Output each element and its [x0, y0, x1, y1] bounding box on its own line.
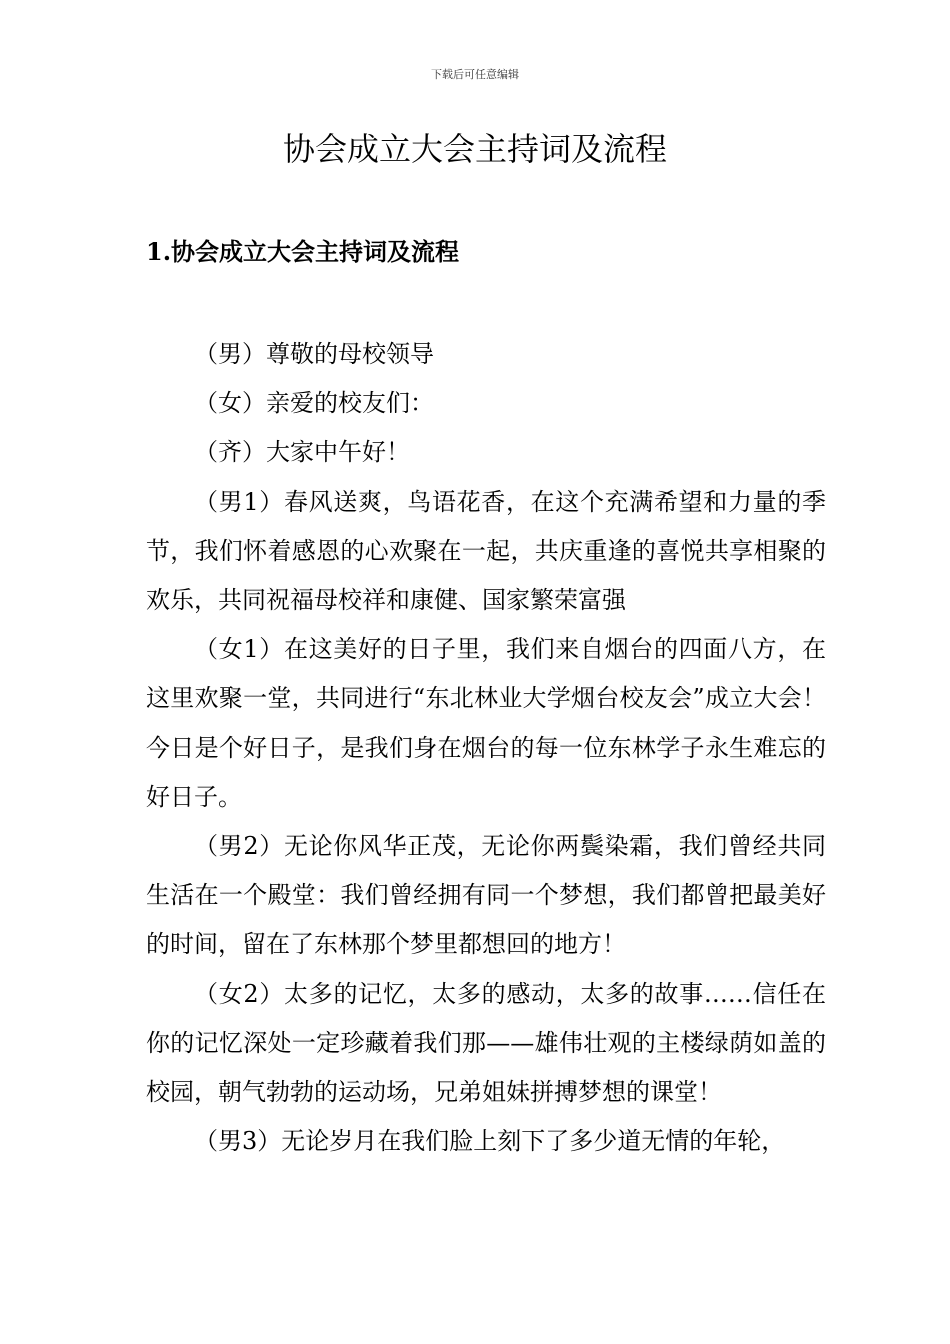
paragraph-male-2: （男2）无论你风华正茂，无论你两鬓染霜，我们曾经共同生活在一个殿堂：我们曾经拥有同一个梦想，我们都曾把最美好的时间，留在了东林那个梦里都想回的地方！: [146, 832, 826, 959]
paragraph-female-1: （女1）在这美好的日子里，我们来自烟台的四面八方，在这里欢聚一堂，共同进行“东北林业大学烟台校友会”成立大会！今日是个好日子，是我们身在烟台的每一位东林学子永生难忘的好日子。: [146, 635, 826, 811]
header-note: 下载后可任意编辑: [431, 68, 519, 81]
paragraph-female-2: （女2）太多的记忆，太多的感动，太多的故事……信任在你的记忆深处一定珍藏着我们那——雄伟壮观的主楼绿荫如盖的校园，朝气勃勃的运动场，兄弟姐妹拼搏梦想的课堂！: [146, 979, 826, 1107]
paragraph-host-female-greeting: （女）亲爱的校友们：: [194, 389, 434, 418]
document-title: 协会成立大会主持词及流程: [282, 130, 667, 168]
paragraph-host-male-greeting: （男）尊敬的母校领导: [194, 340, 434, 368]
paragraph-male-3: （男3）无论岁月在我们脸上刻下了多少道无情的年轮，: [194, 1127, 786, 1156]
paragraph-male-1: （男1）春风送爽，鸟语花香，在这个充满希望和力量的季节，我们怀着感恩的心欢聚在一起，共庆重逢的喜悦共享相聚的欢乐，共同祝福母校祥和康健、国家繁荣富强: [146, 487, 826, 615]
section-heading: 1.协会成立大会主持词及流程: [146, 237, 460, 266]
paragraph-joint-greeting: （齐）大家中午好！: [194, 438, 410, 467]
body-text: [146, 330, 826, 1166]
